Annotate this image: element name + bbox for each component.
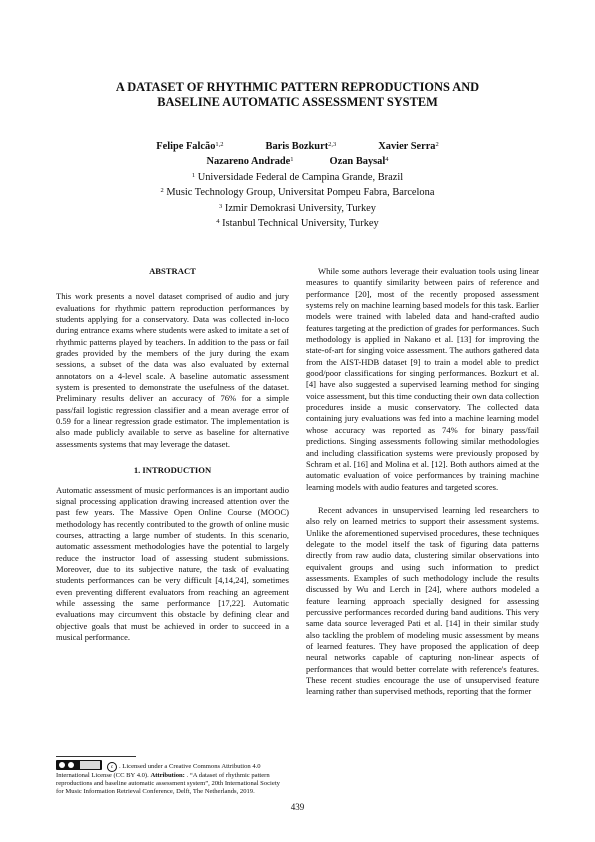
paper-title <box>40 80 555 109</box>
author-row-1 <box>40 138 555 153</box>
footnote-text-2: . “A dataset of rhythmic pattern reproductions and baseline automatic assessment system”, 20th International Society for Music Information Retrieval Conference, Delft, The Netherlands, 2019. <box>56 772 280 795</box>
title-line-2: BASELINE AUTOMATIC ASSESSMENT SYSTEM <box>157 94 438 109</box>
page-number: 439 <box>290 802 305 812</box>
affiliation: $^4$ Istanbul Technical University, Turkey <box>216 218 379 230</box>
abstract-text: This work presents a novel dataset comprised of audio and jury evaluations for rhythmic pattern reproduction performances by students applying for a conservatory. Data was collected in-loco during entrance exams where students were asked to imitate a set of rhythmic patterns played by teachers. In addition to the pass or fail grades provided by the members of the jury during the exam sessions, a subset of the data was also evaluated by external annotators on a 4-level scale. A baseline automatic assessment system is presented to demonstrate the usefulness of the dataset. Preliminary results deliver an accuracy of 76% for a simple pass/fail logistic regression classifier and a mean average error of 0.59 for a linear regression grade estimator. The implementation is also made publicly available to serve as baseline for alternative assessments systems that may leverage the dataset. <box>56 291 289 449</box>
introduction-paragraph: Automatic assessment of music performances is an important audio signal processing application drawing increased attention over the past few years. The Massive Open Online Course (MOOC) methodology has recently contributed to the growth of online music courses, attracting a large number of students. In this scenario, automatic assessment methodologies have the potential to largely reduce the instructor load of assessing student submissions. Moreover, due to its subjective nature, the task of evaluating students performances can be very difficult [4,14,24], sometimes even preventing different evaluators from reaching an agreement while assessing the same performance [17,22]. Automatic evaluations may circumvent this obstacle by defining clear and objective goals that must be achieved in order to succeed in a musical performance. <box>56 484 289 642</box>
right-column <box>306 266 539 698</box>
author-name: Xavier Serra$^2$ <box>378 141 439 152</box>
affiliation: $^1$ Universidade Federal de Campina Grande, Brazil <box>191 171 404 183</box>
introduction-paragraph: While some authors leverage their evaluation tools using linear measures to quantify similarity between pairs of reference and performance [20], most of the recently proposed assessment systems rely on machine learning based models for this task. Earlier models were trained with labeled data and hand-crafted audio features targeting at the prediction of grades for performances. Such methodology is applied in Nakano et al. [13] for improving the state-of-art for singing voice assessment. The authors gathered data from the AIST-HDB dataset [9] to train a model able to predict good/poor classifications for singing performances. Bozkurt et al. [4] have also suggested a supervised learning method for singing voice assessment, but this time conducting their own data collection procedures inside a music conservatory. The collected data containing jury evaluations was fed into a machine learning model whose accuracy was reported as 74% for binary pass/fail predictions. Singing assessments following similar methodologies and including classification systems were previously proposed by Schram et al. [16] and Molina et al. [12]. Both authors aimed at the automatic evaluation of voice performances by training machine learning models with audio features and targeted scores. <box>306 266 539 492</box>
left-column <box>56 266 289 643</box>
author-row-2 <box>40 153 555 168</box>
author-name: Baris Bozkurt$^{2,3}$ <box>265 141 337 152</box>
affiliation: $^3$ Izmir Demokrasi University, Turkey <box>219 202 376 214</box>
author-name: Felipe Falcão$^{1,2}$ <box>156 141 224 152</box>
introduction-paragraph: Recent advances in unsupervised learning led researchers to also rely on learned metrics to support their assessment systems. Unlike the aforementioned supervised procedures, these techniques delegate to the model itself the task of figuring data patterns directly from raw audio data, clustering similar observations into equivalent groups and using such information to predict assessments. Examples of such methodology include the results discussed by Wu and Lerch in [24], where authors modeled a feature learning approach specially designed for assessing percussive performances recorded during band auditions. This very same data source leveraged Pati et al. [14] in their similar study also tackling the problem of modeling music assessment by means of learned features. They have proposed the application of deep neural networks capable of capturing non-linear aspects of performances that would better correlate with reference's features. These recent studies encourage the use of unsupervised feature learning rather than supervised methods, reporting that the former <box>306 504 539 697</box>
copyright-icon: c <box>107 762 117 772</box>
author-name: Ozan Baysal$^4$ <box>329 156 389 168</box>
author-name: Nazareno Andrade$^1$ <box>206 156 294 168</box>
cc-by-badge-icon <box>56 760 102 770</box>
abstract-heading: ABSTRACT <box>149 266 196 276</box>
footnote-text-1: . Licensed under a Creative Commons Attribution 4.0 International License (CC BY 4.0). <box>56 763 261 779</box>
author-block <box>40 138 555 230</box>
title-line-1: A DATASET OF RHYTHMIC PATTERN REPRODUCTIONS AND <box>115 80 480 94</box>
license-footnote <box>56 760 289 796</box>
attribution-label: Attribution: <box>150 772 185 779</box>
affiliation: $^2$ Music Technology Group, Universitat Pompeu Fabra, Barcelona <box>160 187 435 199</box>
introduction-heading: 1. INTRODUCTION <box>133 465 212 476</box>
footnote-rule <box>56 756 136 757</box>
